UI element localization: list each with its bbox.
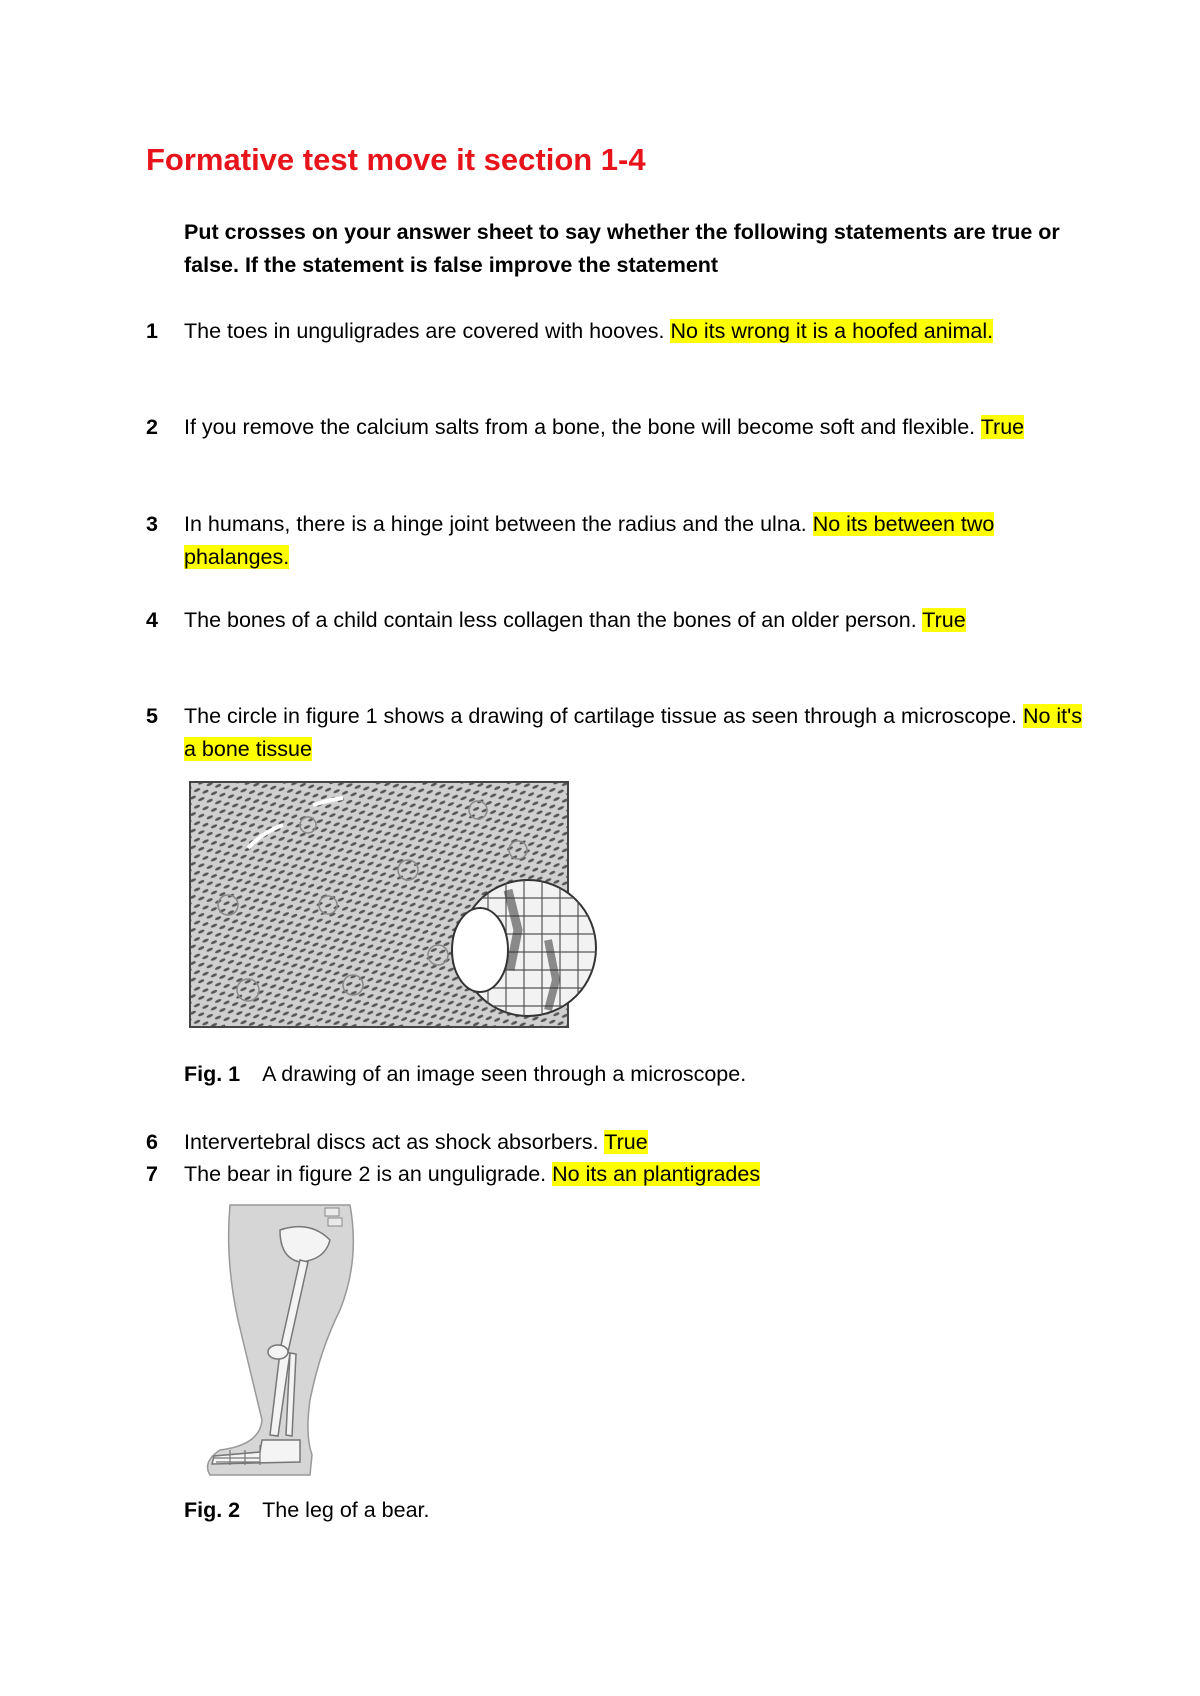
- question-text: The circle in figure 1 shows a drawing of cartilage tissue as seen through a microscope.: [184, 704, 1017, 728]
- question-3: [146, 508, 1086, 573]
- question-7: [146, 1158, 1086, 1191]
- answer-highlight: No its wrong it is a hoofed animal.: [670, 319, 994, 343]
- question-5: [146, 700, 1086, 765]
- question-text: The bear in figure 2 is an unguligrade.: [184, 1162, 547, 1186]
- instructions: Put crosses on your answer sheet to say whether the following statements are true or false. If the statement is false improve the statement: [184, 220, 1060, 277]
- question-6: [146, 1126, 1086, 1159]
- question-text: In humans, there is a hinge joint between the radius and the ulna.: [184, 512, 807, 536]
- figure-1-caption: [184, 1062, 746, 1087]
- figure-label: Fig. 2: [184, 1498, 241, 1522]
- question-4: [146, 604, 1086, 637]
- figure-caption-text: A drawing of an image seen through a microscope.: [262, 1062, 747, 1086]
- page-title: Formative test move it section 1-4: [146, 142, 646, 177]
- question-text: The bones of a child contain less collagen than the bones of an older person.: [184, 608, 917, 632]
- question-2: [146, 411, 1086, 444]
- question-number: 3: [146, 512, 158, 536]
- answer-highlight: True: [922, 608, 966, 632]
- answer-highlight: No its between two phalanges.: [184, 512, 995, 569]
- microscope-drawing-figure: [188, 780, 608, 1030]
- question-1: [146, 315, 1086, 348]
- answer-highlight: True: [980, 415, 1025, 439]
- question-number: 5: [146, 704, 158, 728]
- question-number: 7: [146, 1162, 158, 1186]
- question-number: 1: [146, 319, 158, 343]
- question-text: If you remove the calcium salts from a bone, the bone will become soft and flexible.: [184, 415, 976, 439]
- question-number: 4: [146, 608, 158, 632]
- question-number: 6: [146, 1130, 158, 1154]
- question-text: The toes in unguligrades are covered with hooves.: [184, 319, 665, 343]
- answer-highlight: No it's a bone tissue: [184, 704, 1082, 761]
- question-text: Intervertebral discs act as shock absorbers.: [184, 1130, 605, 1154]
- question-number: 2: [146, 415, 158, 439]
- figure-caption-text: The leg of a bear.: [262, 1498, 430, 1522]
- bear-leg-figure: [200, 1200, 380, 1480]
- figure-2-caption: [184, 1498, 430, 1523]
- answer-highlight: True: [604, 1130, 648, 1154]
- answer-highlight: No its an plantigrades: [552, 1162, 761, 1186]
- figure-label: Fig. 1: [184, 1062, 241, 1086]
